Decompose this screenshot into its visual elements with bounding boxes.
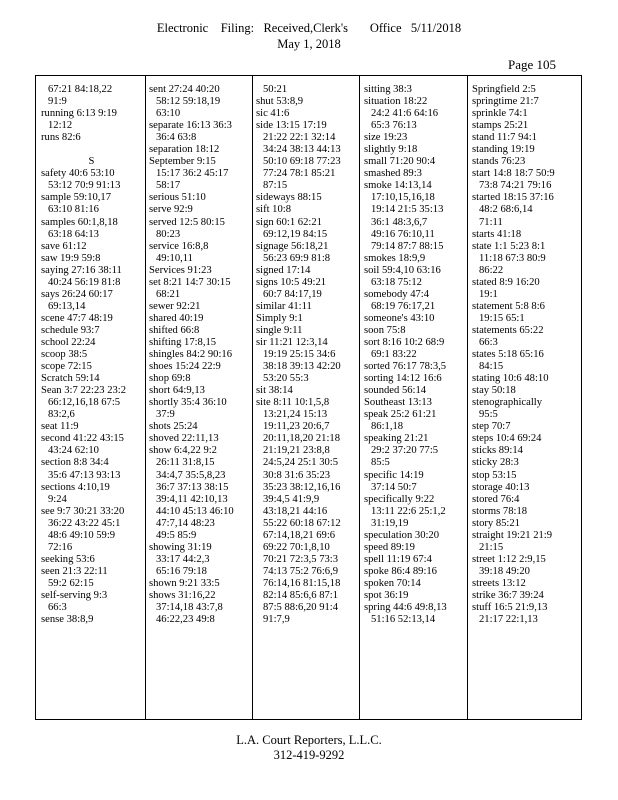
- index-entry: saw 19:9 59:8: [41, 252, 101, 264]
- index-entry-continuation: 46:22,23 49:8: [156, 614, 215, 626]
- index-entry: runs 82:6: [41, 132, 81, 144]
- index-entry-continuation: 66:12,16,18 67:5: [48, 397, 121, 409]
- index-entry: sense 38:8,9: [41, 614, 94, 626]
- filing-stamp-line: Electronic Filing: Received,Clerk's Office 5/11/2018: [156, 21, 462, 35]
- index-entry: specifically 9:22: [364, 493, 435, 505]
- index-entry: similar 41:11: [256, 300, 312, 312]
- index-entry: save 61:12: [41, 240, 87, 252]
- index-entry: sign 60:1 62:21: [256, 216, 322, 228]
- index-entry: single 9:11: [256, 324, 303, 336]
- index-entry-continuation: 37:9: [156, 409, 175, 421]
- index-entry: separate 16:13 36:3: [149, 120, 232, 132]
- index-entry: stand 11:7 94:1: [472, 132, 537, 144]
- index-entry-continuation: 60:7 84:17,19: [263, 288, 322, 300]
- index-entry: shut 53:8,9: [256, 96, 304, 108]
- index-entry-continuation: 86:22: [479, 264, 504, 276]
- index-entry: smoke 14:13,14: [364, 180, 432, 192]
- index-entry-continuation: 80:23: [156, 228, 181, 240]
- index-entry-continuation: 71:11: [479, 216, 503, 228]
- index-entry: set 8:21 14:7 30:15: [149, 276, 231, 288]
- index-entry: shifted 66:8: [149, 324, 200, 336]
- index-entry-continuation: 73:8 74:21 79:16: [479, 180, 552, 192]
- index-entry: Springfield 2:5: [472, 84, 536, 95]
- index-entry: soil 59:4,10 63:16: [364, 264, 441, 276]
- index-entry-continuation: 48:2 68:6,14: [479, 204, 533, 216]
- index-entry-continuation: 68:19 76:17,21: [371, 300, 436, 312]
- index-entry-continuation: 63:10 81:16: [48, 204, 99, 216]
- index-entry: sitting 38:3: [364, 84, 412, 95]
- index-entry-continuation: 38:18 39:13 42:20: [263, 361, 341, 373]
- index-entry-continuation: 17:10,15,16,18: [371, 192, 435, 204]
- letter-heading: S: [88, 156, 95, 168]
- index-entry: statement 5:8 8:6: [472, 300, 545, 312]
- index-entry-continuation: 53:20 55:3: [263, 373, 309, 385]
- index-entry: storage 40:13: [472, 481, 530, 493]
- index-entry: Scratch 59:14: [41, 373, 100, 385]
- index-entry: springtime 21:7: [472, 96, 539, 108]
- index-entry: sideways 88:15: [256, 192, 322, 204]
- index-entry-continuation: 83:2,6: [48, 409, 75, 421]
- index-entry: second 41:22 43:15: [41, 433, 124, 445]
- filing-header: [0, 20, 618, 52]
- index-entry: samples 60:1,8,18: [41, 216, 118, 228]
- index-entry-continuation: 67:21 84:18,22: [48, 84, 113, 95]
- index-entry-continuation: 84:15: [479, 361, 504, 373]
- index-entry-continuation: 50:21: [263, 84, 288, 95]
- reporter-name: L.A. Court Reporters, L.L.C.: [236, 733, 382, 747]
- index-entry: short 64:9,13: [149, 385, 205, 397]
- index-entry: sections 4:10,19: [41, 481, 110, 493]
- index-entry: straight 19:21 21:9: [472, 529, 553, 541]
- index-entry: showing 31:19: [149, 541, 212, 553]
- index-entry-continuation: 66:3: [48, 602, 67, 614]
- index-entry: sit 38:14: [256, 385, 293, 397]
- index-entry: separation 18:12: [149, 144, 220, 156]
- index-entry-continuation: 21:19,21 23:8,8: [263, 445, 330, 457]
- index-entry: streets 13:12: [472, 577, 526, 589]
- index-entry-continuation: 67:14,18,21 69:6: [263, 529, 336, 541]
- index-entry: sift 10:8: [256, 204, 292, 216]
- index-entry-continuation: 56:23 69:9 81:8: [263, 252, 331, 264]
- index-entry-continuation: 34:24 38:13 44:13: [263, 144, 341, 156]
- index-entry-continuation: 37:14,18 43:7,8: [156, 602, 223, 614]
- index-entry: saying 27:16 38:11: [41, 264, 122, 276]
- index-entry: stop 53:15: [472, 469, 517, 481]
- index-entry-continuation: 69:1 83:22: [371, 349, 417, 361]
- index-entry-continuation: 19:11,23 20:6,7: [263, 421, 330, 433]
- index-entry-continuation: 43:18,21 44:16: [263, 505, 328, 517]
- index-entry: sic 41:6: [256, 108, 290, 120]
- reporter-phone: 312-419-9292: [273, 748, 345, 762]
- page-number: Page 105: [507, 57, 556, 72]
- index-entry-continuation: 58:12 59:18,19: [156, 96, 221, 108]
- index-entry-continuation: 72:16: [48, 541, 73, 553]
- index-entry-continuation: 24:2 41:6 64:16: [371, 108, 439, 120]
- footer: [0, 733, 618, 763]
- index-entry-continuation: 50:10 69:18 77:23: [263, 156, 341, 168]
- index-entry: specific 14:19: [364, 469, 424, 481]
- index-entry-continuation: 87:5 88:6,20 91:4: [263, 602, 339, 614]
- index-entry-continuation: 48:6 49:10 59:9: [48, 529, 116, 541]
- index-entry-continuation: 55:22 60:18 67:12: [263, 517, 341, 529]
- index-entry: shifting 17:8,15: [149, 336, 217, 348]
- index-entry-continuation: 63:18 75:12: [371, 276, 422, 288]
- index-entry-continuation: 24:5,24 25:1 30:5: [263, 457, 339, 469]
- index-entry: service 16:8,8: [149, 240, 209, 252]
- index-entry-continuation: 65:16 79:18: [156, 565, 207, 577]
- index-entry: speculation 30:20: [364, 529, 440, 541]
- index-entry: shingles 84:2 90:16: [149, 349, 232, 361]
- index-entry-continuation: 21:17 22:1,13: [479, 614, 538, 626]
- index-entry-continuation: 11:18 67:3 80:9: [479, 252, 546, 264]
- index-entry-continuation: 95:5: [479, 409, 498, 421]
- index-entry: somebody 47:4: [364, 288, 430, 300]
- index-entry-continuation: 49:10,11: [156, 252, 193, 264]
- index-entry-continuation: 70:21 72:3,5 73:3: [263, 553, 339, 565]
- index-entry: serve 92:9: [149, 204, 193, 216]
- index-entry: stay 50:18: [472, 385, 516, 397]
- index-entry: section 8:8 34:4: [41, 457, 109, 469]
- index-entry-continuation: 63:18 64:13: [48, 228, 99, 240]
- index-entry: street 1:12 2:9,15: [472, 553, 546, 565]
- index-entry: safety 40:6 53:10: [41, 168, 115, 180]
- index-entry: smashed 89:3: [364, 168, 422, 180]
- index-entry-continuation: 36:22 43:22 45:1: [48, 517, 121, 529]
- index-entry-continuation: 68:21: [156, 288, 181, 300]
- index-entry: starts 41:18: [472, 228, 522, 240]
- index-entry: stuff 16:5 21:9,13: [472, 602, 548, 614]
- index-entry-continuation: 19:19 25:15 34:6: [263, 349, 336, 361]
- index-entry: signed 17:14: [256, 264, 311, 276]
- index-entry-continuation: 51:16 52:13,14: [371, 614, 436, 626]
- index-entry: sounded 56:14: [364, 385, 427, 397]
- index-entry: self-serving 9:3: [41, 589, 108, 601]
- index-entry-continuation: 69:12,19 84:15: [263, 228, 328, 240]
- index-entry: says 26:24 60:17: [41, 288, 113, 300]
- index-entry-continuation: 12:12: [48, 120, 73, 132]
- index-entry-continuation: 19:15 65:1: [479, 312, 525, 324]
- index-column-4: [364, 84, 465, 626]
- column-divider: [252, 75, 253, 720]
- index-entry-continuation: 85:5: [371, 457, 390, 469]
- index-entry: scoop 38:5: [41, 349, 88, 361]
- index-entry: stated 8:9 16:20: [472, 276, 540, 288]
- index-entry: story 85:21: [472, 517, 520, 529]
- index-entry-continuation: 36:4 63:8: [156, 132, 197, 144]
- index-entry-continuation: 20:11,18,20 21:18: [263, 433, 341, 445]
- index-entry: show 6:4,22 9:2: [149, 445, 217, 457]
- index-entry: Sean 3:7 22:23 23:2: [41, 385, 127, 397]
- index-entry-continuation: 87:15: [263, 180, 288, 192]
- index-entry: shoved 22:11,13: [149, 433, 219, 445]
- index-entry-continuation: 91:7,9: [263, 614, 290, 626]
- index-entry: shop 69:8: [149, 373, 191, 385]
- index-column-5: [472, 84, 573, 626]
- index-entry-continuation: 79:14 87:7 88:15: [371, 240, 444, 252]
- index-entry-continuation: 31:19,19: [371, 517, 409, 529]
- index-entry: statements 65:22: [472, 324, 544, 336]
- index-entry: size 19:23: [364, 132, 408, 144]
- index-entry: sort 8:16 10:2 68:9: [364, 336, 445, 348]
- index-entry-continuation: 69:13,14: [48, 300, 86, 312]
- index-entry: standing 19:19: [472, 144, 535, 156]
- index-entry: small 71:20 90:4: [364, 156, 436, 168]
- index-entry: September 9:15: [149, 156, 216, 168]
- index-entry: served 12:5 80:15: [149, 216, 225, 228]
- index-entry-continuation: 66:3: [479, 336, 498, 348]
- index-entry: stamps 25:21: [472, 120, 529, 132]
- index-entry: seat 11:9: [41, 421, 79, 433]
- index-entry-continuation: 53:12 70:9 91:13: [48, 180, 121, 192]
- index-entry: sent 27:24 40:20: [149, 84, 220, 95]
- index-entry: shortly 35:4 36:10: [149, 397, 227, 409]
- index-entry: sewer 92:21: [149, 300, 201, 312]
- index-entry-continuation: 39:4,5 41:9,9: [263, 493, 320, 505]
- index-entry: shared 40:19: [149, 312, 204, 324]
- index-entry-continuation: 77:24 78:1 85:21: [263, 168, 336, 180]
- index-entry: states 5:18 65:16: [472, 349, 544, 361]
- index-entry-continuation: 86:1,18: [371, 421, 404, 433]
- index-entry-continuation: 44:10 45:13 46:10: [156, 505, 234, 517]
- index-entry: signs 10:5 49:21: [256, 276, 327, 288]
- index-entry: side 13:15 17:19: [256, 120, 327, 132]
- index-entry: Services 91:23: [149, 264, 212, 276]
- index-entry: slightly 9:18: [364, 144, 418, 156]
- index-entry-continuation: 33:17 44:2,3: [156, 553, 210, 565]
- index-entry: spell 11:19 67:4: [364, 553, 432, 565]
- index-entry: strike 36:7 39:24: [472, 589, 544, 601]
- index-entry-continuation: 49:5 85:9: [156, 529, 197, 541]
- index-entry: site 8:11 10:1,5,8: [256, 397, 330, 409]
- index-entry-continuation: 76:14,16 81:15,18: [263, 577, 341, 589]
- index-entry: shots 25:24: [149, 421, 198, 433]
- index-entry: running 6:13 9:19: [41, 108, 117, 120]
- index-entry: Southeast 13:13: [364, 397, 432, 409]
- index-entry: see 9:7 30:21 33:20: [41, 505, 125, 517]
- index-entry-continuation: 49:16 76:10,11: [371, 228, 435, 240]
- index-entry-continuation: 39:18 49:20: [479, 565, 530, 577]
- index-entry: sticks 89:14: [472, 445, 523, 457]
- index-entry: stenographically: [472, 397, 543, 409]
- index-entry: soon 75:8: [364, 324, 406, 336]
- index-entry: spring 44:6 49:8,13: [364, 602, 447, 614]
- blank-line: [41, 144, 142, 156]
- index-entry: state 1:1 5:23 8:1: [472, 240, 546, 252]
- column-divider: [145, 75, 146, 720]
- index-entry: spoke 86:4 89:16: [364, 565, 437, 577]
- index-entry: stored 76:4: [472, 493, 520, 505]
- index-entry-continuation: 19:1: [479, 288, 498, 300]
- index-entry: sprinkle 74:1: [472, 108, 528, 120]
- index-entry-continuation: 39:4,11 42:10,13: [156, 493, 228, 505]
- index-entry: scene 47:7 48:19: [41, 312, 113, 324]
- index-entry: seen 21:3 22:11: [41, 565, 108, 577]
- column-divider: [467, 75, 468, 720]
- index-column-3: [256, 84, 357, 626]
- index-entry: stands 76:23: [472, 156, 526, 168]
- index-entry: shoes 15:24 22:9: [149, 361, 221, 373]
- column-divider: [359, 75, 360, 720]
- index-entry-continuation: 36:7 37:13 38:15: [156, 481, 229, 493]
- index-entry-continuation: 26:11 31:8,15: [156, 457, 215, 469]
- index-entry: storms 78:18: [472, 505, 528, 517]
- index-entry-continuation: 29:2 37:20 77:5: [371, 445, 439, 457]
- index-entry: sir 11:21 12:3,14: [256, 336, 328, 348]
- index-entry: sorted 76:17 78:3,5: [364, 361, 447, 373]
- index-entry: situation 18:22: [364, 96, 428, 108]
- index-entry-continuation: 15:17 36:2 45:17: [156, 168, 229, 180]
- index-entry: spot 36:19: [364, 589, 409, 601]
- transcript-date: May 1, 2018: [277, 37, 341, 51]
- index-entry-continuation: 37:14 50:7: [371, 481, 417, 493]
- index-entry: seeking 53:6: [41, 553, 95, 565]
- index-entry-continuation: 40:24 56:19 81:8: [48, 276, 121, 288]
- index-entry: started 18:15 37:16: [472, 192, 554, 204]
- index-entry: sorting 14:12 16:6: [364, 373, 442, 385]
- index-entry: shows 31:16,22: [149, 589, 216, 601]
- index-column-2: [149, 84, 250, 626]
- index-entry: someone's 43:10: [364, 312, 435, 324]
- index-entry-continuation: 59:2 62:15: [48, 577, 94, 589]
- index-entry: spoken 70:14: [364, 577, 421, 589]
- index-entry: smokes 18:9,9: [364, 252, 426, 264]
- index-entry: sample 59:10,17: [41, 192, 112, 204]
- index-entry-continuation: 13:21,24 15:13: [263, 409, 328, 421]
- index-column-1: [41, 84, 142, 626]
- index-entry-continuation: 69:22 70:1,8,10: [263, 541, 330, 553]
- index-entry: start 14:8 18:7 50:9: [472, 168, 555, 180]
- index-entry: speed 89:19: [364, 541, 415, 553]
- index-entry-continuation: 74:13 75:2 76:6,9: [263, 565, 339, 577]
- index-entry: schedule 93:7: [41, 324, 100, 336]
- index-entry-continuation: 19:14 21:5 35:13: [371, 204, 444, 216]
- index-entry-continuation: 36:1 48:3,6,7: [371, 216, 428, 228]
- index-entry: serious 51:10: [149, 192, 206, 204]
- index-entry: steps 10:4 69:24: [472, 433, 542, 445]
- index-entry-continuation: 21:15: [479, 541, 504, 553]
- index-entry: step 70:7: [472, 421, 511, 433]
- index-entry-continuation: 63:10: [156, 108, 181, 120]
- index-entry: speak 25:2 61:21: [364, 409, 437, 421]
- index-entry: scope 72:15: [41, 361, 92, 373]
- index-entry-continuation: 43:24 62:10: [48, 445, 99, 457]
- index-entry-continuation: 82:14 85:6,6 87:1: [263, 589, 339, 601]
- index-entry-continuation: 9:24: [48, 493, 67, 505]
- index-entry-continuation: 13:11 22:6 25:1,2: [371, 505, 446, 517]
- index-entry: speaking 21:21: [364, 433, 429, 445]
- index-entry-continuation: 35:23 38:12,16,16: [263, 481, 341, 493]
- index-entry: shown 9:21 33:5: [149, 577, 220, 589]
- index-entry: Simply 9:1: [256, 312, 303, 324]
- index-entry-continuation: 91:9: [48, 96, 67, 108]
- index-entry-continuation: 21:22 22:1 32:14: [263, 132, 336, 144]
- index-entry-continuation: 35:6 47:13 93:13: [48, 469, 121, 481]
- index-entry: sticky 28:3: [472, 457, 519, 469]
- index-entry: signage 56:18,21: [256, 240, 329, 252]
- index-entry: stating 10:6 48:10: [472, 373, 549, 385]
- index-entry-continuation: 34:4,7 35:5,8,23: [156, 469, 226, 481]
- index-entry-continuation: 58:17: [156, 180, 181, 192]
- index-entry-continuation: 47:7,14 48:23: [156, 517, 215, 529]
- index-entry: school 22:24: [41, 336, 96, 348]
- index-entry-continuation: 65:3 76:13: [371, 120, 417, 132]
- index-entry-continuation: 30:8 31:6 35:23: [263, 469, 331, 481]
